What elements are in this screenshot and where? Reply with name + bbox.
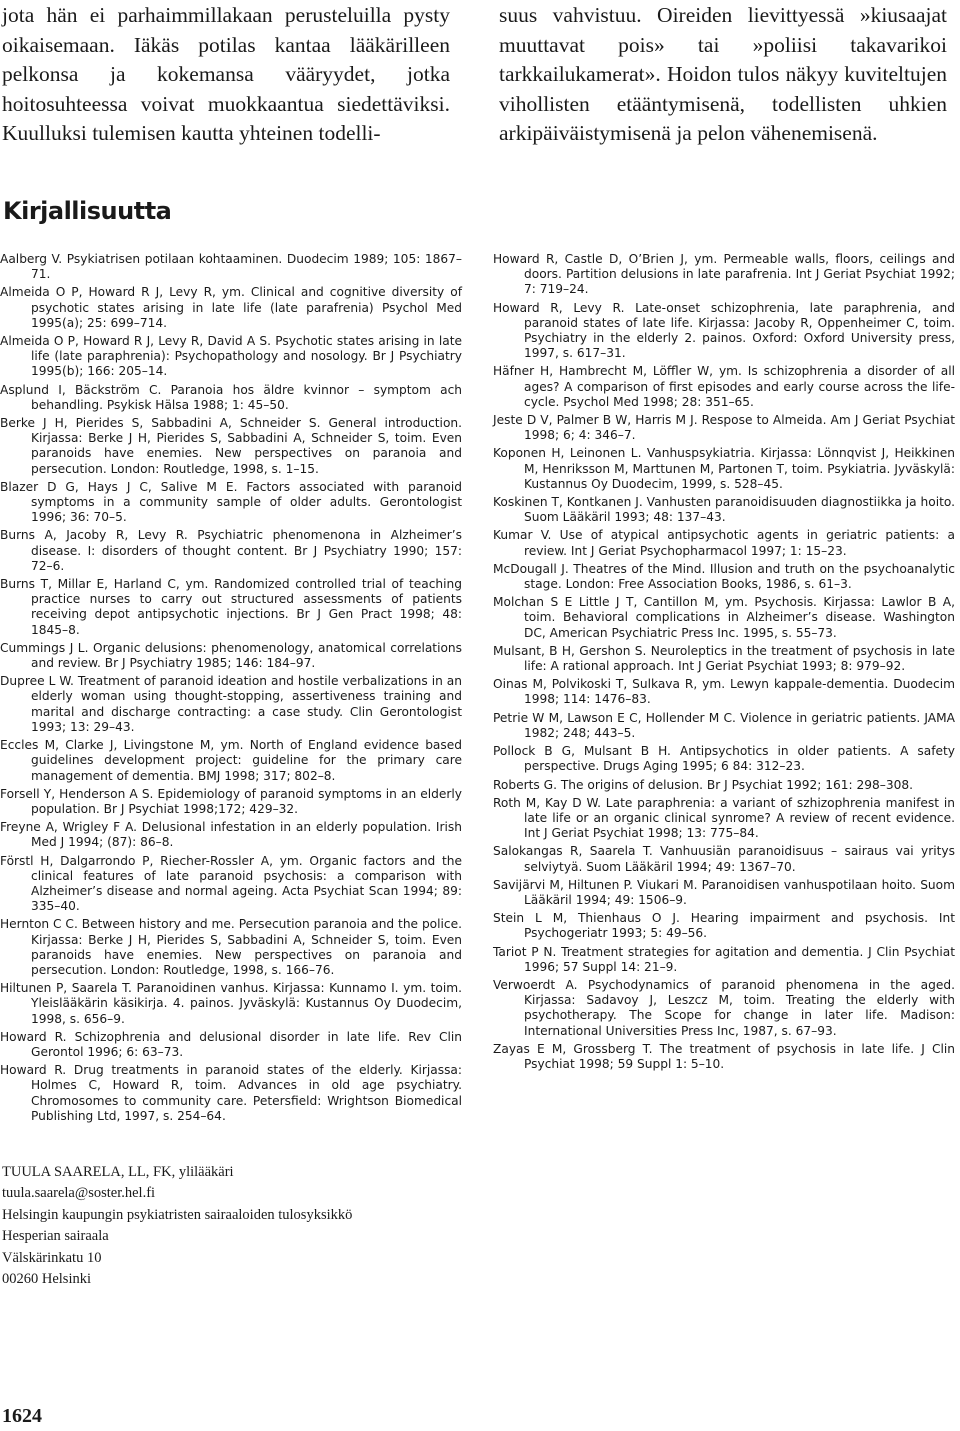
reference-item: Cummings J L. Organic delusions: phenomenology, anatomical correlations and review. Br J Psychiatry 1985; 146: 184–97. <box>0 640 462 671</box>
reference-item: Zayas E M, Grossberg T. The treatment of psychosis in late life. J Clin Psychiat 1998; 59 Suppl 1: 5–10. <box>493 1041 955 1071</box>
reference-item: Salokangas R, Saarela T. Vanhuusiän paranoidisuus – sairaus vai yritys selviytyä. Suom Lääkäril 1994; 49: 1367–70. <box>493 844 955 874</box>
reference-item: McDougall J. Theatres of the Mind. Illusion and truth on the psychoanalytic stage. London: Free Association Books, 1986, s. 61–3. <box>493 561 955 592</box>
reference-item: Blazer D G, Hays J C, Salive M E. Factors associated with paranoid symptoms in a community sample of older adults. Gerontologist 1996; 36: 70–5. <box>0 479 462 525</box>
reference-item: Mulsant, B H, Gershon S. Neuroleptics in the treatment of psychosis in late life: A rational approach. Int J Geriat Psychiat 1993; 8: 979–92. <box>493 643 955 674</box>
reference-item: Roth M, Kay D W. Late paraphrenia: a variant of szhizophrenia manifest in late life or an organic clinical synrome? A review of recent evidence. Int J Geriat Psychiat 1998; 13: 775–84. <box>493 795 955 841</box>
reference-item: Jeste D V, Palmer B W, Harris M J. Respose to Almeida. Am J Geriat Psychiat 1998; 6; 4: 346–7. <box>493 413 955 443</box>
reference-item: Tariot P N. Treatment strategies for agitation and dementia. J Clin Psychiat 1996; 57 Suppl 14: 21–9. <box>493 944 955 974</box>
reference-item: Asplund I, Bäckström C. Paranoia hos äldre kvinnor – symptom ach behandling. Psykisk Hälsa 1988; 1: 45–50. <box>0 382 462 412</box>
reference-item: Burns T, Millar E, Harland C, ym. Randomized controlled trial of teaching practice nurses to carry out structured assessments of patients receiving depot antipsychotic injections. Br J Gen Pract 1998; 48: 1845–8. <box>0 577 462 637</box>
author-address-block <box>2 1162 352 1290</box>
reference-item: Koponen H, Leinonen L. Vanhuspsykiatria. Kirjassa: Lönnqvist J, Heikkinen M, Henriksson M, Marttunen M, Partonen T, toim. Psykiatria. Jyväskylä: Kustannus Oy Duodecim, 1999, s. 528–45. <box>493 446 955 491</box>
reference-item: Roberts G. The origins of delusion. Br J Psychiat 1992; 161: 298–308. <box>493 777 913 792</box>
reference-item: Molchan S E Little J T, Cantillon M, ym. Psychosis. Kirjassa: Lawlor B A, toim. Behavioral complications in Alzheimer’s disease. Washington DC, American Psychiatric Press Inc. 1995, s. 55–73. <box>493 595 955 640</box>
reference-item: Howard R. Schizophrenia and delusional disorder in late life. Rev Clin Gerontol 1996; 6: 63–73. <box>0 1029 462 1059</box>
author-name: TUULA SAARELA, LL, FK, ylilääkäri <box>2 1164 234 1180</box>
reference-item: Verwoerdt A. Psychodynamics of paranoid phenomena in the aged. Kirjassa: Sadavoy J, Leszcz M, toim. Treating the elderly with psychotherapy. The Scope for change in later life. Madison: International Universities Press Inc, 1987, s. 67–93. <box>493 977 955 1038</box>
reference-item: Forsell Y, Henderson A S. Epidemiology of paranoid symptoms in an elderly population. Br J Psychiat 1998;172; 429–32. <box>0 786 462 816</box>
page-number: 1624 <box>2 1405 42 1427</box>
body-paragraph-right: suus vahvistuu. Oireiden lievittyessä »kiusaajat muuttavat pois» tai »poliisi takavarikoi tarkkailukamerat». Hoidon tulos näkyy kuviteltujen vihollisten etääntymisenä, todellisten uhkien arkipäiväistymisenä ja pelon vähenemisenä. <box>499 3 947 145</box>
author-email: tuula.saarela@soster.hel.fi <box>2 1185 156 1202</box>
reference-item: Berke J H, Pierides S, Sabbadini A, Schneider S. General introduction. Kirjassa: Berke J H, Pierides S, Sabbadini A, Schneider S, toim. Even paranoids have enemies. New perspectives on paranoia and persecution. London: Routledge, 1998, s. 1–15. <box>0 416 462 476</box>
body-text-right-column <box>499 1 947 149</box>
author-unit: Helsingin kaupungin psykiatristen sairaaloiden tulosyksikkö <box>2 1206 353 1223</box>
reference-item: Almeida O P, Howard R J, Levy R, ym. Clinical and cognitive diversity of psychotic states arising in late life (late parafrenia) Psychol Med 1995(a); 25: 699–714. <box>0 285 462 330</box>
reference-item: Häfner H, Hambrecht M, Löffler W, ym. Is schizophrenia a disorder of all ages? A comparison of first episodes and early course across the life-cycle. Psychol Med 1998; 28: 351–65. <box>493 364 955 409</box>
reference-item: Eccles M, Clarke J, Livingstone M, ym. North of England evidence based guidelines development project: guideline for the primary care management of dementia. BMJ 1998; 317; 802–8. <box>0 738 462 783</box>
reference-item: Almeida O P, Howard R J, Levy R, David A S. Psychotic states arising in late life (late paraphrenia): Psychopathology and nosology. Br J Psychiatry 1995(b); 166: 205–14. <box>0 334 462 379</box>
author-city: 00260 Helsinki <box>2 1271 92 1288</box>
reference-item: Förstl H, Dalgarrondo P, Riecher-Rossler A, ym. Organic factors and the clinical features of late paranoid psychosis: a comparison with Alzheimer’s disease and normal ageing. Acta Psychiat Scan 1994; 89: 335–40. <box>0 853 462 914</box>
reference-item: Kumar V. Use of atypical antipsychotic agents in geriatric patients: a review. Int J Geriat Psychopharmacol 1997; 1: 15–23. <box>493 528 955 558</box>
reference-item: Hernton C C. Between history and me. Persecution paranoia and the police. Kirjassa: Berke J H, Pierides S, Sabbadini A, Schneider S, toim. Even paranoids have enemies. New perspectives on paranoia and persecution. London: Routledge, 1998, s. 166–76. <box>0 917 462 977</box>
reference-item: Dupree L W. Treatment of paranoid ideation and hostile verbalizations in an elderly woman using thought-stopping, assertiveness training and marital and discharge contracting: a case study. Clin Gerontologist 1993; 13: 29–43. <box>0 674 462 734</box>
reference-item: Howard R. Drug treatments in paranoid states of the elderly. Kirjassa: Holmes C, Howard R, toim. Advances in old age psychiatry. Chromosomes to community care. Petersfield: Wrightson Biomedical Publishing Ltd, 1997, s. 254–64. <box>0 1063 462 1123</box>
reference-item: Aalberg V. Psykiatrisen potilaan kohtaaminen. Duodecim 1989; 105: 1867–71. <box>0 252 462 282</box>
body-text-left-column <box>2 1 450 149</box>
reference-item: Koskinen T, Kontkanen J. Vanhusten paranoidisuuden diagnostiikka ja hoito. Suom Lääkäril 1993; 48: 137–43. <box>493 495 955 525</box>
reference-item: Howard R, Levy R. Late-onset schizophrenia, late paraphrenia, and paranoid states of late life. Kirjassa: Jacoby R, Oppenheimer C, toim. Psychiatry in the elderly 2. painos. Oxford: Oxford University press, 1997, s. 617–31. <box>493 300 955 361</box>
reference-item: Savijärvi M, Hiltunen P. Viukari M. Paranoidisen vanhuspotilaan hoito. Suom Lääkäril 1994; 49: 1506–9. <box>493 877 955 907</box>
reference-item: Stein L M, Thienhaus O J. Hearing impairment and psychosis. Int Psychogeriatr 1993; 5: 49–56. <box>493 911 955 941</box>
reference-item: Pollock B G, Mulsant B H. Antipsychotics in older patients. A safety perspective. Drugs Aging 1995; 6 84: 312–23. <box>493 744 955 774</box>
author-hospital: Hesperian sairaala <box>2 1228 109 1245</box>
reference-item: Burns A, Jacoby R, Levy R. Psychiatric phenomenona in Alzheimer’s disease. I: disorders of thought content. Br J Psychiatry 1990; 157: 72–6. <box>0 528 462 573</box>
references-list-left <box>0 252 462 1127</box>
author-street: Välskärinkatu 10 <box>2 1249 102 1266</box>
reference-item: Freyne A, Wrigley F A. Delusional infestation in an elderly population. Irish Med J 1994; (87): 86–8. <box>0 820 462 850</box>
reference-item: Oinas M, Polvikoski T, Sulkava R, ym. Lewyn kappale-dementia. Duodecim 1998; 114: 1476–83. <box>493 677 955 707</box>
references-heading: Kirjallisuutta <box>3 197 172 225</box>
reference-item: Petrie W M, Lawson E C, Hollender M C. Violence in geriatric patients. JAMA 1982; 248; 443–5. <box>493 710 955 740</box>
reference-item: Hiltunen P, Saarela T. Paranoidinen vanhus. Kirjassa: Kunnamo I. ym. toim. Yleislääkärin käsikirja. 4. painos. Jyväskylä: Kustannus Oy Duodecim, 1998, s. 656–9. <box>0 981 462 1026</box>
reference-item: Howard R, Castle D, O’Brien J, ym. Permeable walls, floors, ceilings and doors. Partition delusions in late parafrenia. Int J Geriat Psychiat 1992; 7: 719–24. <box>493 252 955 297</box>
body-paragraph-left: jota hän ei parhaimmillakaan perusteluilla pysty oikaisemaan. Iäkäs potilas kantaa lääkärilleen pelkonsa ja kokemansa vääryydet, jotka hoitosuhteessa voivat muokkaantua siedettäviksi. Kuulluksi tulemisen kautta yhteinen todelli- <box>2 3 450 145</box>
references-list-right <box>493 252 955 1075</box>
